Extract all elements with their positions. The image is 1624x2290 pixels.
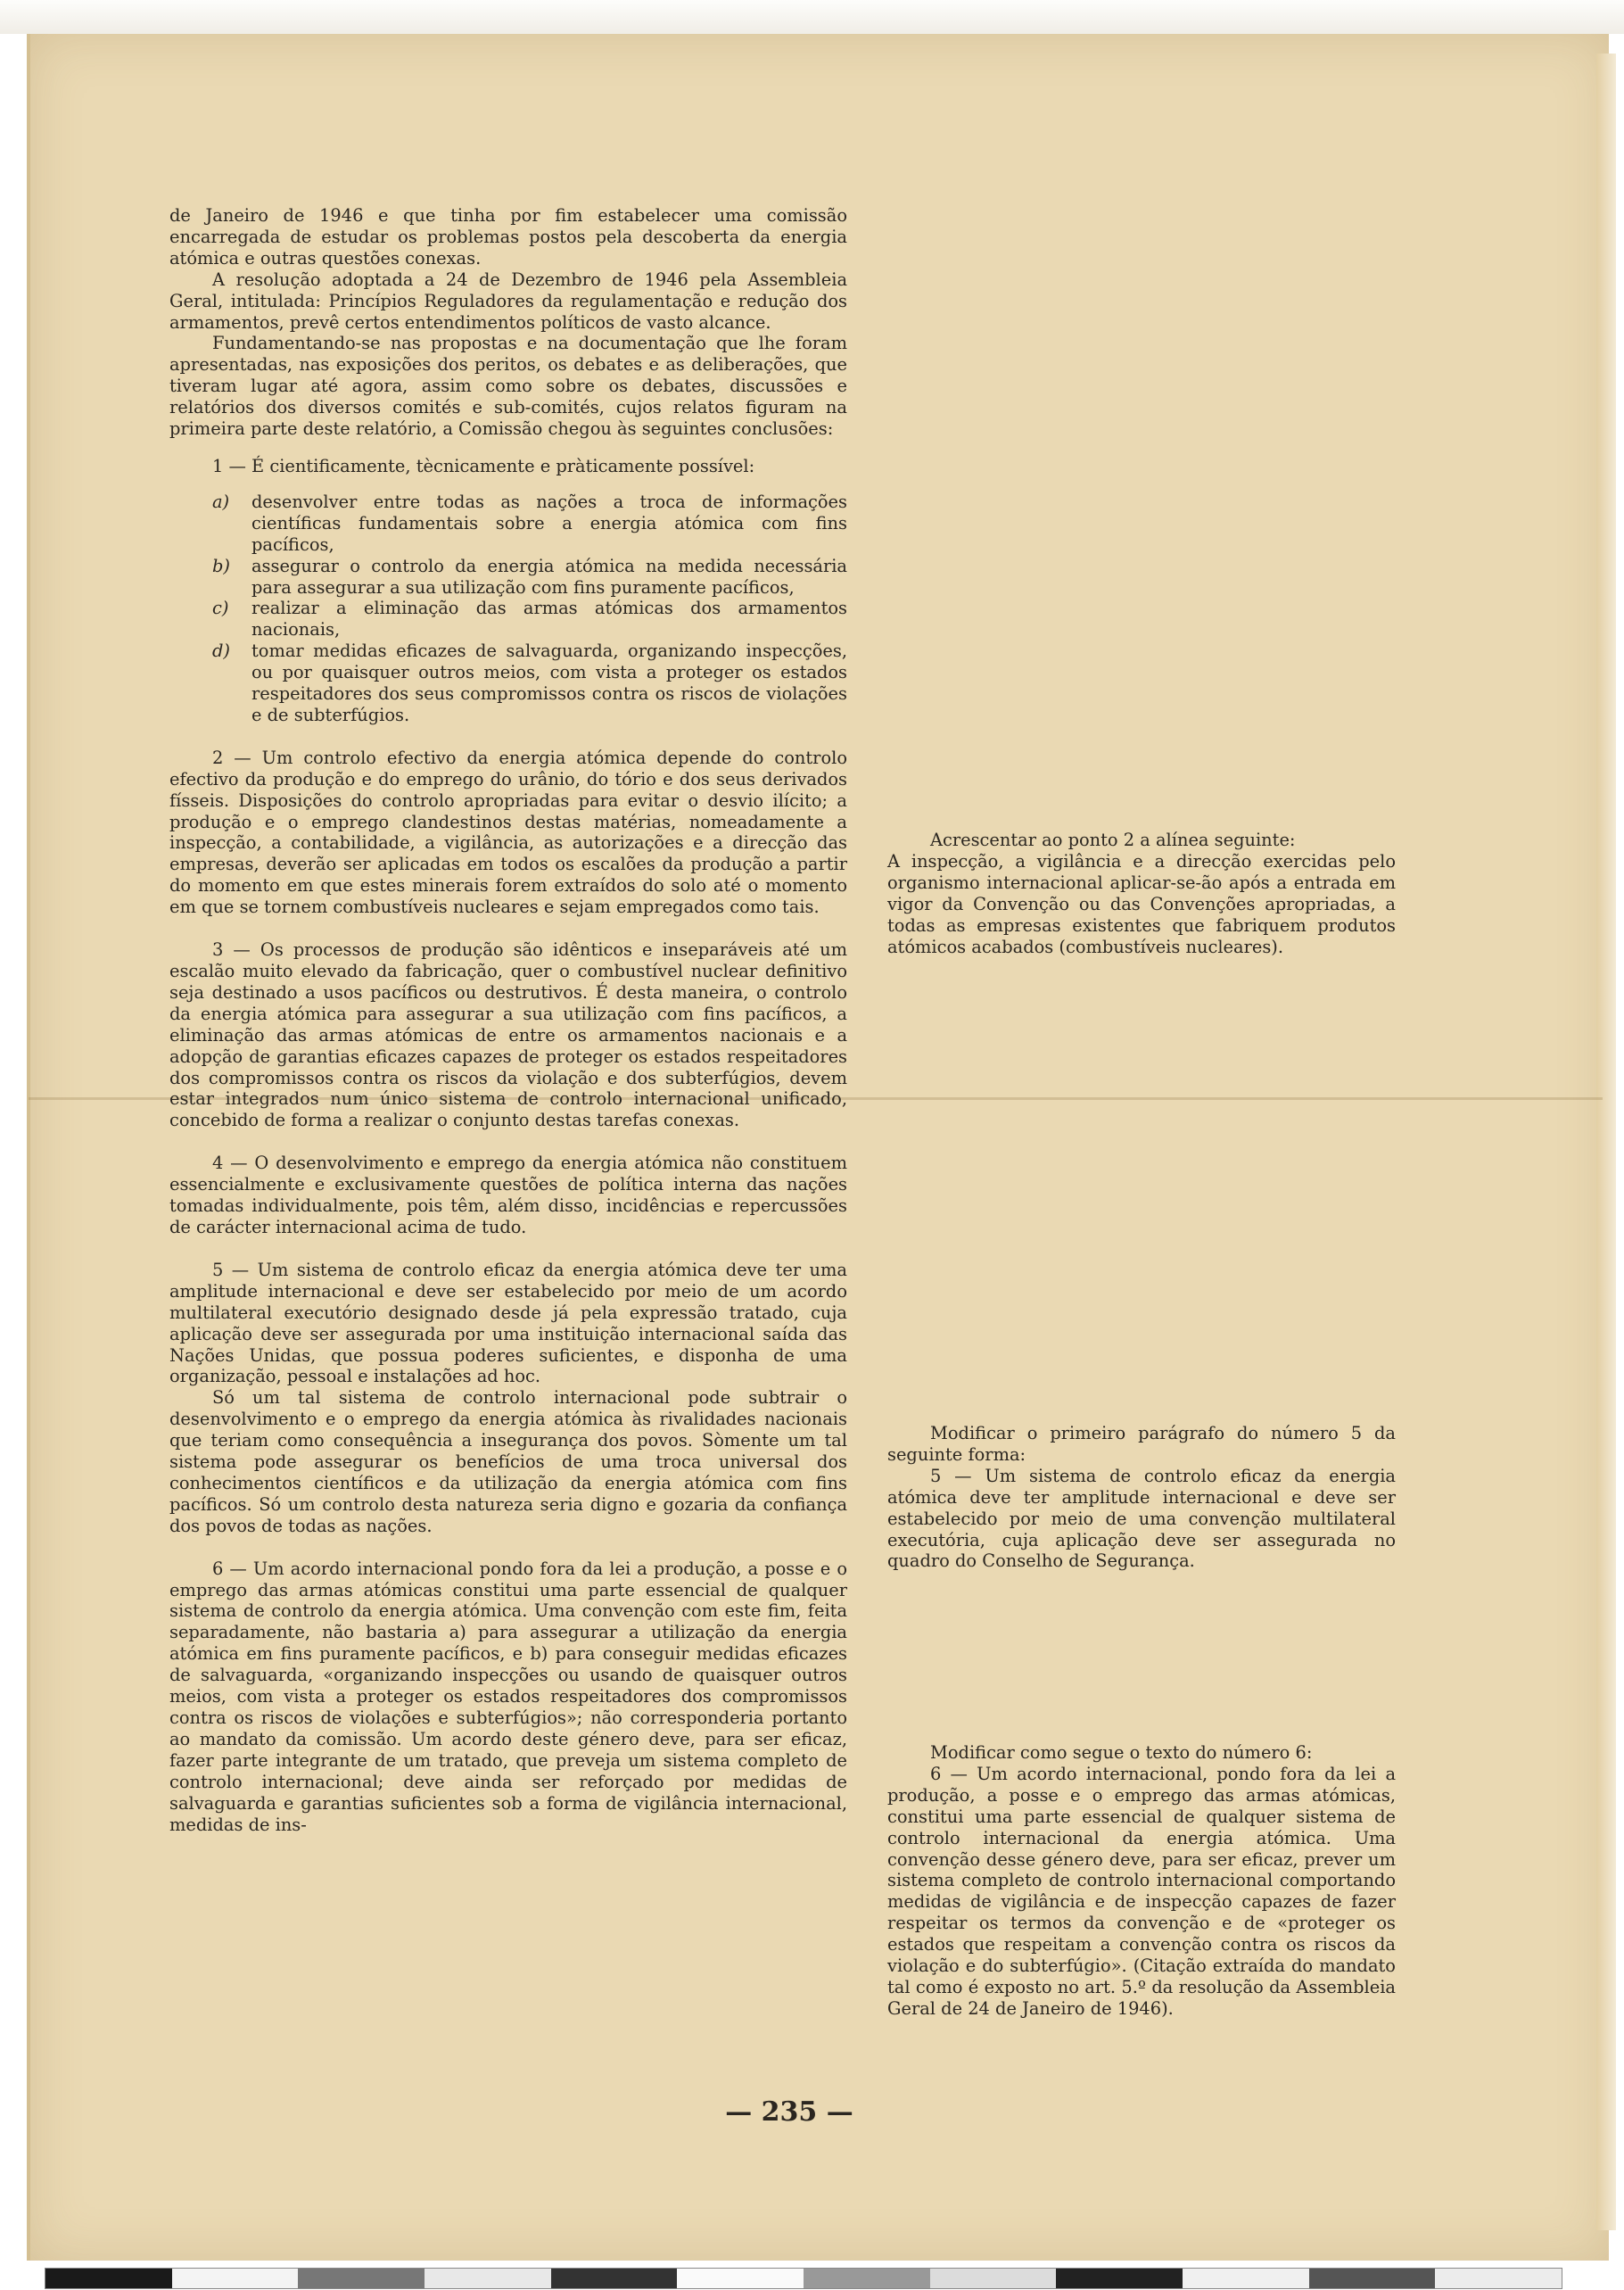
amendment-text: A inspecção, a vigilância e a direcção exercidas pelo organismo internacional aplicar-se-ão após a entrada em vigor da Convenção ou das Convenções apropriadas, a todas as empresas existentes que fabriquem produtos atómicos acabados (combustíveis nucleares). (887, 850, 1396, 957)
paragraph-point-3: 3 — Os processos de produção são idênticos e inseparáveis até um escalão muito elevado da fabricação, quer o combustível nuclear definitivo seja destinado a usos pacíficos ou destrutivos. É desta maneira, o controlo da energia atómica para assegurar a sua utilização com fins pacíficos, a eliminação das armas atómicas de entre os armamentos nacionais e a adopção de garantias eficazes capazes de proteger os estados respeitadores dos compromissos contra os riscos da violação e dos subterfúgios, devem estar integrados num único sistema de controlo internacional unificado, concebido de forma a realizar o conjunto destas tarefas conexas. (169, 939, 847, 1131)
paragraph-point-6: 6 — Um acordo internacional pondo fora da lei a produção, a posse e o emprego das armas atómicas constitui uma parte essencial de qualquer sistema de controlo da energia atómica. Uma convenção com este fim, feita separadamente, não bastaria a) para assegurar a utilização da energia atómica em fins puramente pacíficos, e b) para conseguir medidas eficazes de salvaguarda, «organizando inspecções ou usando de quaisquer outros meios, com vista a proteger os estados respeitadores dos compromissos contra os riscos de violações e subterfúgios»; não corresponderia portanto ao mandato da comissão. Um acordo deste género deve, para ser eficaz, fazer parte integrante de um tratado, que preveja um sistema completo de controlo internacional; deve ainda ser reforçado por medidas de salvaguarda e garantias suficientes sob a forma de vigilância internacional, medidas de ins- (169, 1558, 847, 1835)
list-item-text: assegurar o controlo da energia atómica na medida necessária para assegurar a sua utilização com fins puramente pacíficos, (251, 555, 847, 598)
paragraph-intro: de Janeiro de 1946 e que tinha por fim estabelecer uma comissão encarregada de estudar os problemas postos pela descoberta da energia atómica e outras questões conexas. (169, 205, 847, 269)
list-item-label: d) (212, 641, 230, 662)
paragraph-resolution: A resolução adoptada a 24 de Dezembro de 1946 pela Assembleia Geral, intitulada: Princípios Reguladores da regulamentação e redução dos armamentos, prevê certos entendimentos políticos de vasto alcance. (169, 269, 847, 333)
scan-background (0, 0, 1624, 34)
amendment-block-2 (887, 1423, 1396, 1572)
page-edge (1596, 54, 1616, 2230)
list-item-text: realizar a eliminação das armas atómicas dos armamentos nacionais, (251, 598, 847, 641)
amendment-heading: Modificar o primeiro parágrafo do número 5 da seguinte forma: (887, 1423, 1396, 1465)
amendment-text: 5 — Um sistema de controlo eficaz da energia atómica deve ter amplitude internacional e deve ser estabelecido por meio de uma convenção multilateral executória, cuja aplicação deve ser assegurada no quadro do Conselho de Segurança. (887, 1465, 1396, 1572)
list-item-label: c) (212, 598, 229, 619)
amendment-block-3 (887, 1742, 1396, 2020)
list-item (169, 492, 847, 556)
paragraph-conclusions-intro: Fundamentando-se nas propostas e na documentação que lhe foram apresentadas, nas exposições dos peritos, os debates e as deliberações, que tiveram lugar até agora, assim como sobre os debates, discussões e relatórios dos diversos comités e sub-comités, cujos relatos figuram na primeira parte deste relatório, a Comissão chegou às seguintes conclusões: (169, 333, 847, 440)
amendment-block-1 (887, 830, 1396, 957)
list-item-label: b) (212, 555, 230, 576)
conclusion-1: 1 — É cientificamente, tècnicamente e pràticamente possível: (212, 455, 755, 476)
list-item-text: tomar medidas eficazes de salvaguarda, organizando inspecções, ou por quaisquer outros meios, com vista a proteger os estados respeitadores dos seus compromissos contra os riscos de violações e de subterfúgios. (251, 641, 847, 725)
scan-calibration-strip (45, 2268, 1562, 2289)
list-item (169, 641, 847, 726)
paragraph-point-2: 2 — Um controlo efectivo da energia atómica depende do controlo efectivo da produção e do emprego do urânio, do tório e dos seus derivados físseis. Disposições do controlo apropriadas para evitar o desvio ilícito; a produção e o emprego clandestinos destas matérias, nomeadamente a inspecção, a contabilidade, a vigilância, as autorizações e a direcção das empresas, deverão ser aplicadas em todos os escalões da produção a partir do momento em que estes minerais forem extraídos do solo até o momento em que se tornem combustíveis nucleares e sejam empregados como tais. (169, 747, 847, 918)
amendment-text: 6 — Um acordo internacional, pondo fora da lei a produção, a posse e o emprego das armas atómicas, constitui uma parte essencial de qualquer sistema de controlo internacional da energia atómica. Uma convenção desse género deve, para ser eficaz, prever um sistema completo de controlo internacional comportando medidas de vigilância e de inspecção capazes de fazer respeitar os termos da convenção e de «proteger os estados que respeitam a convenção contra os riscos da violação e do subterfúgio». (Citação extraída do mandato tal como é exposto no art. 5.º da resolução da Assembleia Geral de 24 de Janeiro de 1946). (887, 1763, 1396, 2019)
list-item-text: desenvolver entre todas as nações a troca de informações científicas fundamentais sobre a energia atómica com fins pacíficos, (251, 491, 847, 555)
amendment-heading: Modificar como segue o texto do número 6: (930, 1742, 1313, 1763)
paragraph-point-4: 4 — O desenvolvimento e emprego da energia atómica não constituem essencialmente e exclusivamente questões de política interna das nações tomadas individualmente, pois têm, além disso, incidências e repercussões de carácter internacional acima de tudo. (169, 1153, 847, 1237)
paragraph-point-5: 5 — Um sistema de controlo eficaz da energia atómica deve ter uma amplitude internacional e deve ser estabelecido por meio de um acordo multilateral executório designado desde já pela expressão tratado, cuja aplicação deve ser assegurada por uma instituição internacional saída das Nações Unidas, que possua poderes suficientes, e disponha de uma organização, pessoal e instalações ad hoc. (169, 1259, 847, 1387)
amendment-heading: Acrescentar ao ponto 2 a alínea seguinte: (930, 830, 1296, 850)
list-item (169, 598, 847, 641)
list-item (169, 556, 847, 599)
paragraph-point-5-cont: Só um tal sistema de controlo internacional pode subtrair o desenvolvimento e o emprego da energia atómica às rivalidades nacionais que teriam como consequência a insegurança dos povos. Sòmente um tal sistema pode assegurar os benefícios de uma troca universal dos conhecimentos científicos e da utilização da energia atómica com fins pacíficos. Só um controlo desta natureza seria digno e gozaria da confiança dos povos de todas as nações. (169, 1387, 847, 1536)
page-number: — 235 — (725, 2096, 853, 2128)
main-text-column (169, 205, 847, 1835)
list-item-label: a) (212, 491, 230, 512)
